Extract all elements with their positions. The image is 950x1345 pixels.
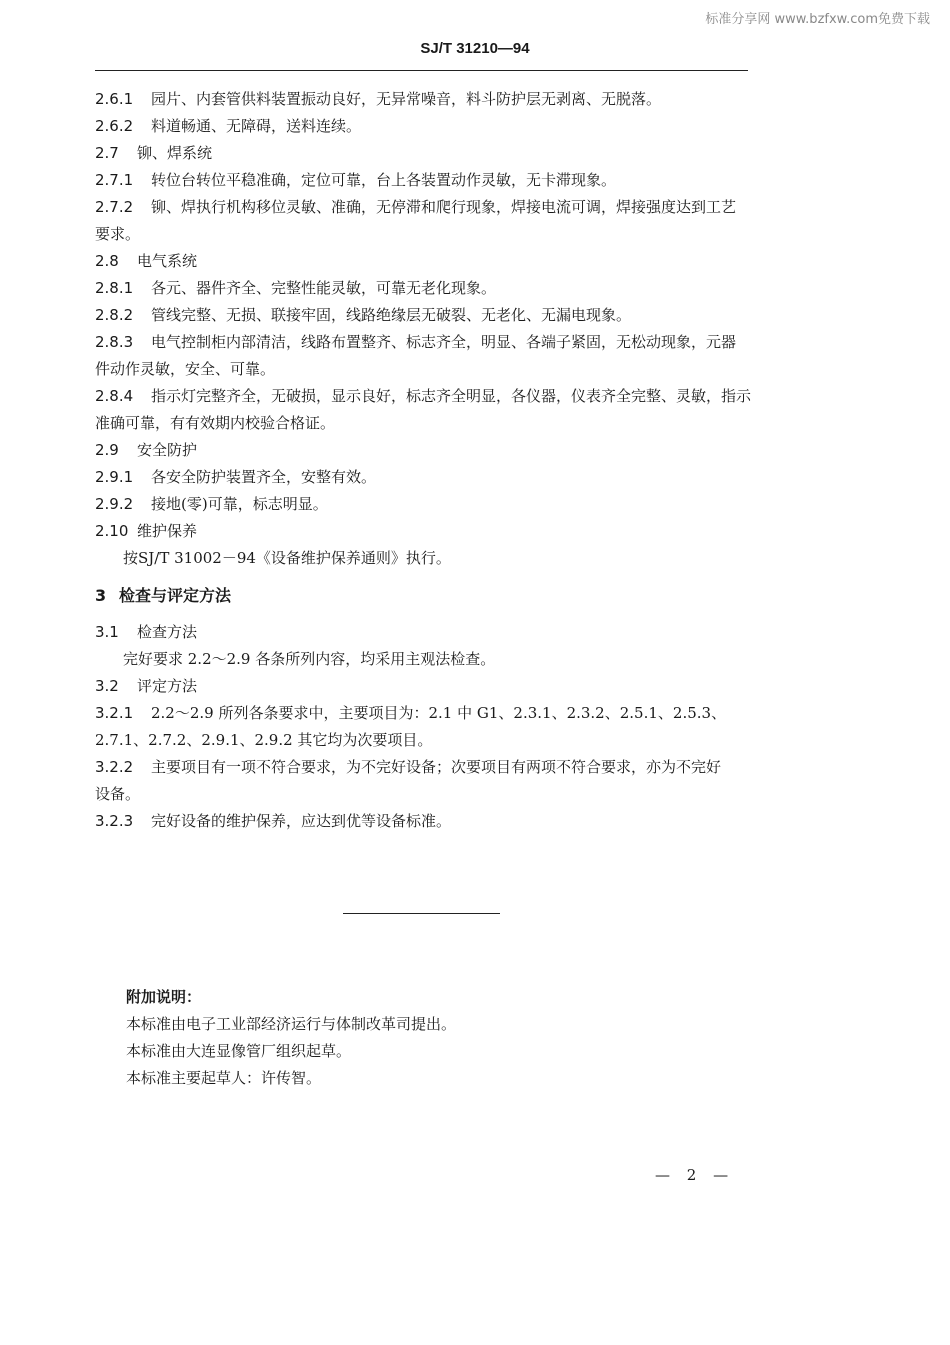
clause-3-1 [95, 619, 750, 646]
clause-2-10 [95, 518, 750, 545]
clause-number: 2.8.4 [95, 387, 134, 405]
clause-text: 检查方法 [137, 623, 198, 641]
page-number: — 2 — [655, 1166, 735, 1184]
clause-number: 2.8 [95, 252, 119, 270]
chapter-3-heading [95, 582, 750, 609]
notes-line: 本标准由电子工业部经济运行与体制改革司提出。 [126, 1015, 457, 1033]
clause-number: 2.6.2 [95, 117, 134, 135]
clause-number: 2.8.2 [95, 306, 134, 324]
clause-2-8-3 [95, 329, 750, 356]
clause-text: 转位台转位平稳准确，定位可靠，台上各装置动作灵敏，无卡滞现象。 [151, 171, 617, 189]
clause-2-9-2 [95, 491, 750, 518]
clause-3-2 [95, 673, 750, 700]
clause-number: 2.7.2 [95, 198, 134, 216]
clause-number: 2.6.1 [95, 90, 134, 108]
additional-notes [126, 984, 456, 1092]
clause-number: 2.10 [95, 522, 129, 540]
clause-3-2-1 [95, 700, 750, 727]
clause-number: 2.9 [95, 441, 119, 459]
clause-text: 主要项目有一项不符合要求，为不完好设备；次要项目有两项不符合要求，亦为不完好 [151, 758, 722, 776]
section-3-1-list [95, 619, 750, 646]
clause-continuation: 要求。 [95, 225, 141, 243]
clause-number: 2.7 [95, 144, 119, 162]
clause-continuation: 准确可靠，有有效期内校验合格证。 [95, 414, 336, 432]
clause-2-6-2 [95, 113, 750, 140]
clause-number: 3.1 [95, 623, 119, 641]
clause-2-7 [95, 140, 750, 167]
clause-number: 2.9.2 [95, 495, 134, 513]
clause-text: 指示灯完整齐全，无破损，显示良好，标志齐全明显，各仪器，仪表齐全完整、灵敏，指示 [151, 387, 752, 405]
clause-number: 2.8.3 [95, 333, 134, 351]
clause-2-7-2 [95, 194, 750, 221]
clause-3-2-3 [95, 808, 750, 835]
clause-number: 3.2 [95, 677, 119, 695]
clause-text: 各元、器件齐全、完整性能灵敏，可靠无老化现象。 [151, 279, 497, 297]
clause-number: 2.8.1 [95, 279, 134, 297]
clause-continuation: 件动作灵敏，安全、可靠。 [95, 360, 276, 378]
clause-3-2-2 [95, 754, 750, 781]
clause-text: 评定方法 [137, 677, 198, 695]
clause-text: 安全防护 [137, 441, 198, 459]
notes-title: 附加说明： [126, 988, 202, 1006]
clause-2-8-1 [95, 275, 750, 302]
clause-text: 料道畅通、无障碍，送料连续。 [151, 117, 362, 135]
notes-line: 本标准由大连显像管厂组织起草。 [126, 1042, 352, 1060]
clause-2-6-1 [95, 86, 750, 113]
section-2-list [95, 86, 750, 545]
end-divider [343, 913, 500, 914]
clause-text: 接地(零)可靠，标志明显。 [151, 495, 328, 513]
clause-2-8-2 [95, 302, 750, 329]
document-body [95, 86, 750, 835]
clause-number: 2.9.1 [95, 468, 134, 486]
clause-number: 3.2.1 [95, 704, 134, 722]
watermark: 标准分享网 www.bzfxw.com免费下载 [705, 12, 930, 27]
clause-continuation: 2.7.1、2.7.2、2.9.1、2.9.2 其它均为次要项目。 [95, 731, 433, 749]
clause-text: 完好设备的维护保养，应达到优等设备标准。 [151, 812, 452, 830]
section-3-1-body: 完好要求 2.2～2.9 各条所列内容，均采用主观法检查。 [123, 650, 496, 668]
section-2-10-body: 按SJ/T 31002－94《设备维护保养通则》执行。 [123, 549, 451, 567]
clause-text: 铆、焊执行机构移位灵敏、准确，无停滞和爬行现象，焊接电流可调，焊接强度达到工艺 [151, 198, 737, 216]
chapter-title: 检查与评定方法 [119, 586, 232, 605]
clause-2-8-4 [95, 383, 750, 410]
clause-continuation: 设备。 [95, 785, 141, 803]
clause-number: 2.7.1 [95, 171, 134, 189]
section-3-2-list [95, 673, 750, 835]
clause-text: 园片、内套管供料装置振动良好，无异常噪音，料斗防护层无剥离、无脱落。 [151, 90, 662, 108]
clause-text: 电气控制柜内部清洁，线路布置整齐、标志齐全，明显、各端子紧固，无松动现象，元器 [151, 333, 737, 351]
clause-number: 3.2.3 [95, 812, 134, 830]
clause-text: 各安全防护装置齐全，安整有效。 [151, 468, 377, 486]
clause-text: 电气系统 [137, 252, 198, 270]
clause-text: 维护保养 [137, 522, 198, 540]
clause-number: 3.2.2 [95, 758, 134, 776]
clause-text: 铆、焊系统 [137, 144, 213, 162]
standard-code-header: SJ/T 31210—94 [420, 40, 530, 57]
clause-2-9 [95, 437, 750, 464]
header-rule [95, 70, 748, 71]
notes-line: 本标准主要起草人：许传智。 [126, 1069, 322, 1087]
clause-2-9-1 [95, 464, 750, 491]
clause-2-7-1 [95, 167, 750, 194]
clause-text: 管线完整、无损、联接牢固，线路绝缘层无破裂、无老化、无漏电现象。 [151, 306, 632, 324]
clause-2-8 [95, 248, 750, 275]
chapter-number: 3 [95, 586, 107, 605]
clause-text: 2.2～2.9 所列各条要求中，主要项目为：2.1 中 G1、2.3.1、2.3.2、2.5.1、2.5.3、 [151, 704, 727, 722]
